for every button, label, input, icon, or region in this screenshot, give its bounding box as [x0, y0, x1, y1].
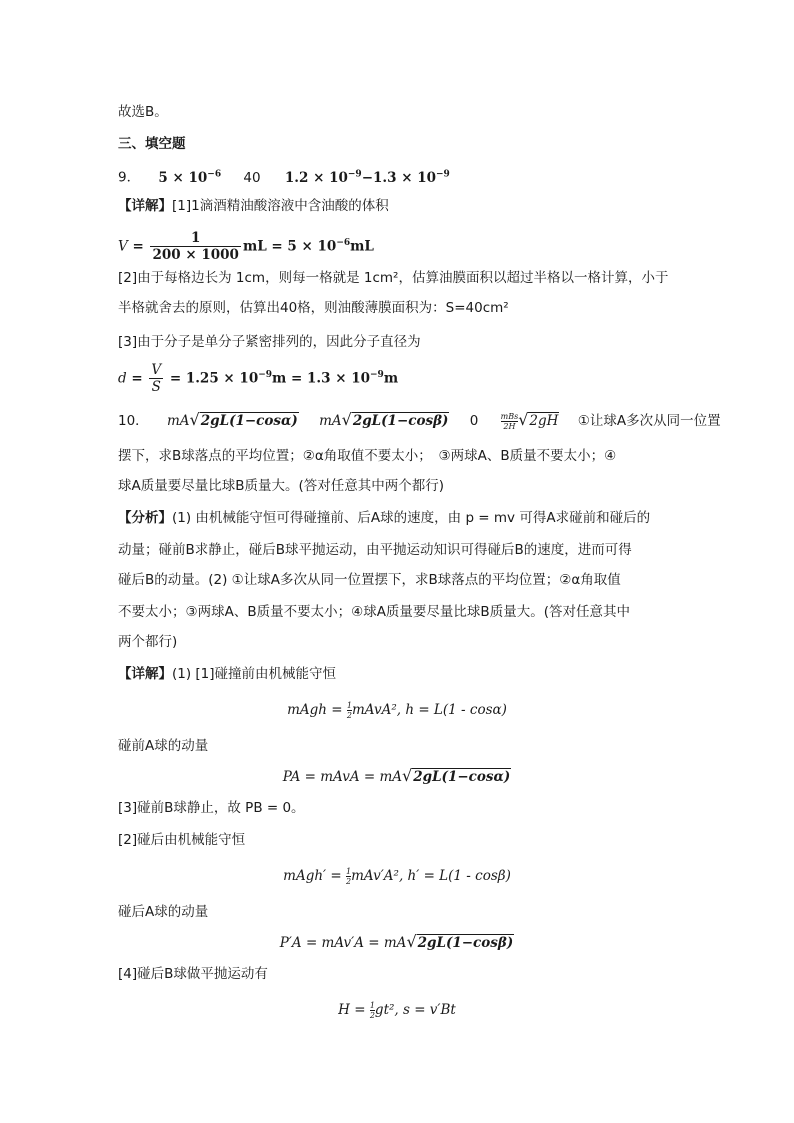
- equation-momentum-after: P′A = mAv′A = mA√2gL(1−cosβ): [279, 932, 514, 951]
- q9-answer-1: $5 \times 10^{-6}$: [158, 169, 222, 186]
- q9-answer-3: $1.2 \times 10^{-9}-1.3 \times 10^{-9}$: [284, 169, 450, 186]
- volume-fraction: $\frac{1}{200 \times 1000}$: [152, 230, 239, 263]
- diameter-fraction: $\frac{V}{S}$: [151, 362, 162, 395]
- q10-analysis-5: 两个都行): [118, 634, 178, 650]
- q10-answer-line: [118, 410, 721, 431]
- q10-analysis-1: 【分析】(1) 由机械能守恒可得碰撞前、后A球的速度，由 p = mv 可得A求碰前和碰后的: [118, 510, 651, 526]
- q9-detail-2b: 半格就舍去的原则，估算出40格，则油酸薄膜面积为：S=40cm²: [118, 300, 509, 316]
- answer-conclusion: 故选B。: [118, 104, 168, 120]
- q9-detail-3: [3]由于分子是单分子紧密排列的，因此分子直径为: [118, 334, 421, 350]
- equation-energy-before: mAgh = $\frac{1}{2}mAvA^2$, h = L(1 - cosα): [287, 701, 507, 720]
- detail-label: 【详解】: [118, 198, 172, 214]
- q9-detail-2a: [2]由于每格边长为 1cm，则每一格就是 1cm²，估算油膜面积以超过半格以一格计算，小于: [118, 270, 669, 286]
- q10-answer-1: mA√2gL(1−cosα): [166, 410, 298, 429]
- q10-answer-5c: 球A质量要尽量比球B质量大。(答对任意其中两个都行): [118, 478, 445, 494]
- q10-detail-b: [3]碰前B球静止，故 PB = 0。: [118, 800, 305, 816]
- q10-analysis-3: 碰后B的动量。(2) ①让球A多次从同一位置摆下，求B球落点的平均位置；②α角取值: [118, 572, 621, 588]
- q10-answer-4: $\frac{\text{mBs}}{2H}√2gH$: [500, 410, 559, 431]
- q10-answer-5a: ①让球A多次从同一位置: [577, 413, 721, 429]
- equation-energy-after: mAgh′ = $\frac{1}{2}mAv'A^2$, h′ = L(1 - cosβ): [283, 867, 511, 886]
- q10-detail-1: 【详解】(1) [1]碰撞前由机械能守恒: [118, 666, 337, 682]
- equation-projectile: H = $\frac{1}{2}gt^2$, s = v′Bt: [338, 1001, 456, 1020]
- q10-analysis-2: 动量；碰前B求静止，碰后B球平抛运动，由平抛运动知识可得碰后B的速度，进而可得: [118, 542, 632, 558]
- section-heading: 三、填空题: [118, 136, 186, 152]
- q9-equation-diameter: d = $\frac{V}{S}$ = $1.25 \times 10^{-9}m = 1.3 \times 10^{-9}m$: [118, 362, 399, 395]
- q10-number: 10．: [118, 413, 149, 429]
- q9-detail-1: 【详解】[1]1滴酒精油酸溶液中含油酸的体积: [118, 198, 389, 214]
- q10-detail-c: [2]碰后由机械能守恒: [118, 832, 246, 848]
- analysis-label: 【分析】: [118, 510, 172, 526]
- q9-equation-volume: V = $\frac{1}{200 \times 1000}$ mL = $5 \times 10^{-6}mL$: [118, 230, 374, 263]
- q10-answer-3: 0: [469, 413, 479, 429]
- detail-label: 【详解】: [118, 666, 172, 682]
- q10-detail-e: [4]碰后B球做平抛运动有: [118, 966, 268, 982]
- q10-answer-2: mA√2gL(1−cosβ): [319, 410, 449, 429]
- q10-detail-d: 碰后A球的动量: [118, 904, 209, 920]
- equation-momentum-before: PA = mAvA = mA√2gL(1−cosα): [282, 766, 511, 785]
- q9-answer-line: [118, 164, 450, 188]
- q10-analysis-4: 不要太小；③两球A、B质量不要太小；④球A质量要尽量比球B质量大。(答对任意其中: [118, 604, 630, 620]
- q10-answer-5b: 摆下，求B球落点的平均位置；②α角取值不要太小； ③两球A、B质量不要太小；④: [118, 448, 617, 464]
- q9-answer-2: 40: [243, 169, 261, 186]
- q10-detail-a: 碰前A球的动量: [118, 738, 209, 754]
- q9-number: 9．: [118, 169, 141, 186]
